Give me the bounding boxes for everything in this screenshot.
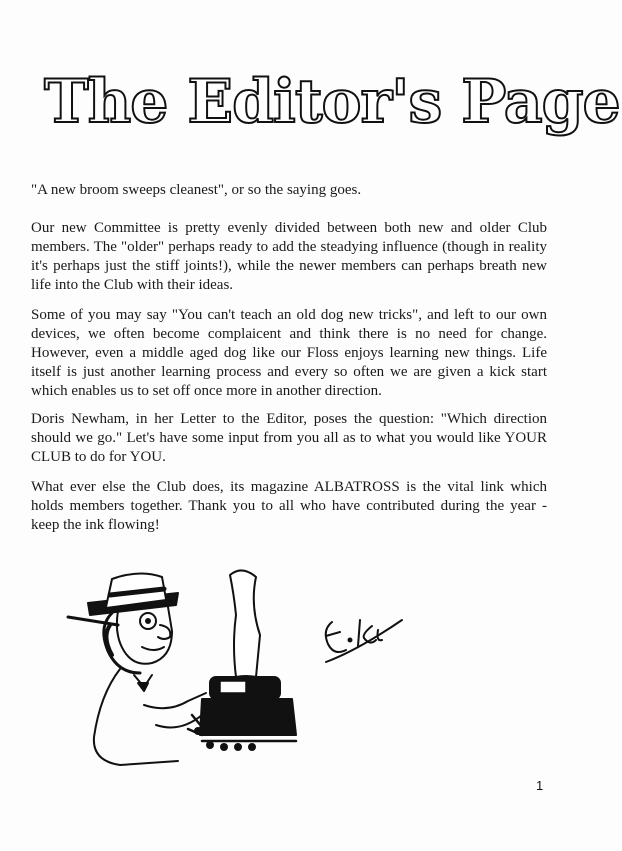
paragraph-committee: Our new Committee is pretty evenly divided between both new and older Club members. The "older" perhaps ready to add the steadying influence (though in reality it's perhaps just the stiff joints!), while the newer members can perhaps breath new life into the Club with their ideas. — [31, 220, 547, 293]
editor-signature — [318, 600, 408, 670]
paragraph-albatross: What ever else the Club does, its magazine ALBATROSS is the vital link which holds members together. Thank you to all who have contributed during the year - keep the ink flowing! — [31, 479, 547, 533]
paragraph-old-dog: Some of you may say "You can't teach an old dog new tricks", and left to our own devices, we often become complaicent and think there is no need for change. However, even a middle aged dog like our Floss enjoys learning new things. Life itself is just another learning process and every so often we are given a kick start which enables us to set off once more in another direction. — [31, 307, 547, 399]
page-title: The Editor's Page — [44, 67, 620, 137]
paragraph-opening: "A new broom sweeps cleanest", or so the saying goes. — [31, 182, 362, 198]
typewriter-editor-illustration — [60, 565, 310, 775]
page-number: 1 — [536, 778, 544, 793]
paragraph-direction: Doris Newham, in her Letter to the Editor, poses the question: "Which direction should we go." Let's have some input from you all as to what you would like YOUR CLUB to do for YOU. — [31, 411, 547, 465]
